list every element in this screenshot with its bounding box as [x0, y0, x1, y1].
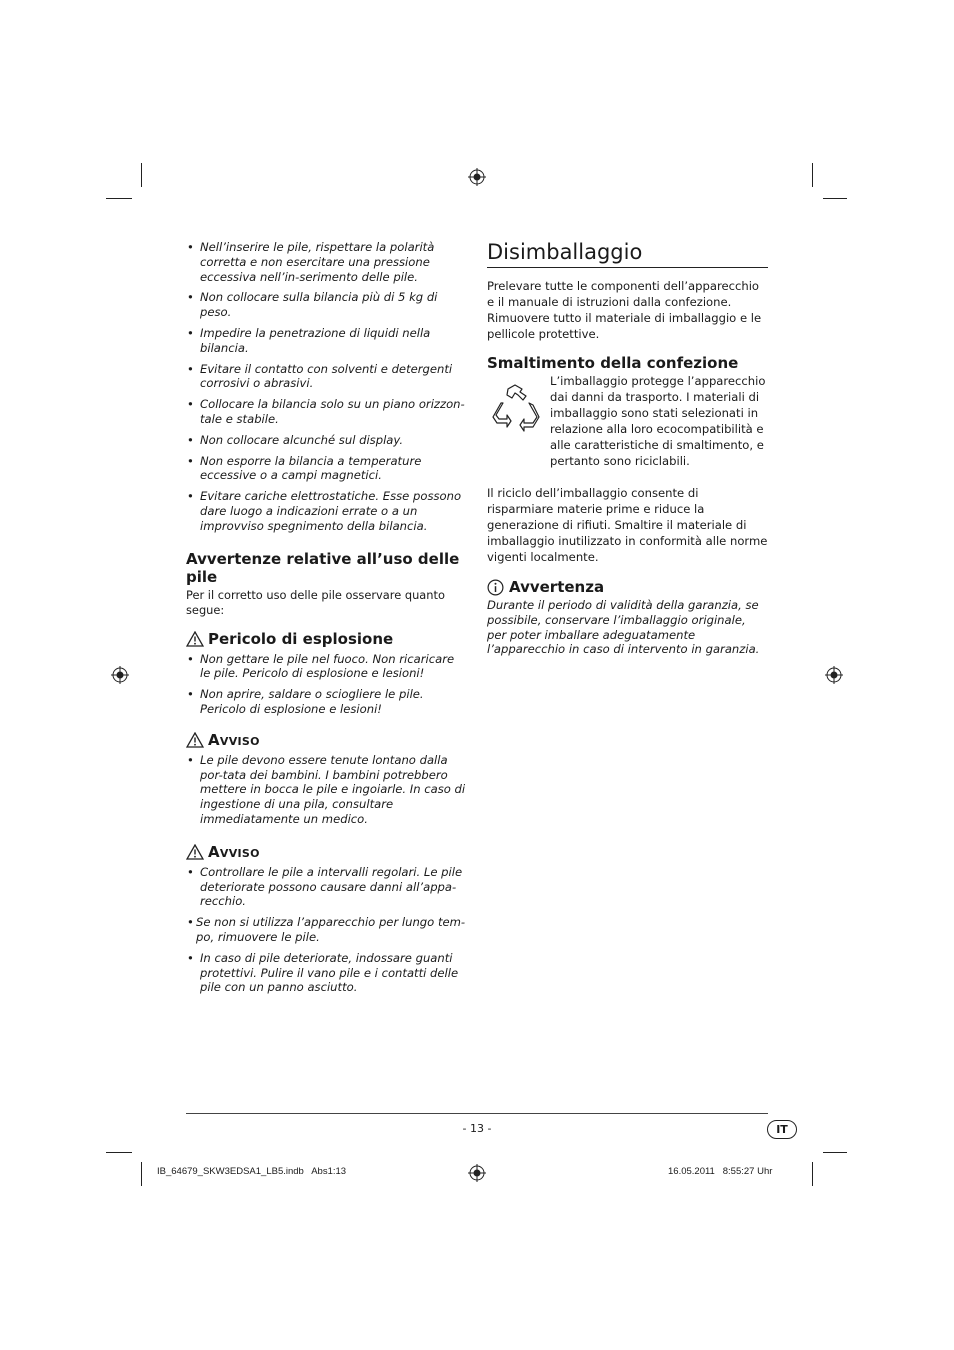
- list-item: • Non collocare sulla bilancia più di 5 kg di peso.: [186, 290, 468, 320]
- list-item: • Non collocare alcunché sul display.: [186, 433, 468, 448]
- crop-mark: [812, 163, 813, 187]
- left-column: [186, 240, 468, 1001]
- list-item: • Se non si utilizza l’apparecchio per lungo tem-po, rimuovere le pile.: [186, 915, 468, 945]
- crop-mark: [823, 1152, 847, 1153]
- list-item: • Non gettare le pile nel fuoco. Non ricaricare le pile. Pericolo di esplosione e lesioni!: [186, 652, 468, 682]
- crop-mark: [141, 163, 142, 187]
- unpacking-intro: Prelevare tutte le componenti dell’apparecchio e il manuale di istruzioni dalla confezione. Rimuovere tutto il materiale di imballaggio e le pellicole protettive.: [487, 279, 762, 341]
- battery-intro: Per il corretto uso delle pile osservare quanto segue:: [186, 587, 445, 617]
- registration-mark-icon: [825, 666, 843, 684]
- list-item: • Evitare il contatto con solventi e detergenti corrosivi o abrasivi.: [186, 362, 468, 392]
- explosion-list: [186, 652, 468, 717]
- page-number: - 13 -: [462, 1122, 492, 1135]
- registration-mark-icon: [468, 1164, 486, 1182]
- right-column: [487, 238, 768, 657]
- note-text: Durante il periodo di validità della garanzia, se possibile, conservare l’imballaggio originale, per poter imballare adeguatamente l’apparecchio in caso di intervento in garanzia.: [487, 598, 760, 657]
- note-heading: [487, 578, 768, 596]
- warning-triangle-icon: [186, 631, 204, 647]
- file-info: IB_64679_SKW3EDSA1_LB5.indb Abs1:13: [157, 1166, 347, 1177]
- recycling-text: Il riciclo dell’imballaggio consente di risparmiare materie prime e riduce la generazione di rifiuti. Smaltire il materiale di imballaggio inutilizzato in conformità alle norme vigenti localmente.: [487, 486, 768, 564]
- explosion-heading: [186, 630, 468, 648]
- note-heading-label: Avvertenza: [509, 578, 605, 596]
- list-item: • In caso di pile deteriorate, indossare guanti protettivi. Pulire il vano pile e i contatti delle pile con un panno asciutto.: [186, 951, 468, 995]
- explosion-heading-label: Pericolo di esplosione: [208, 629, 394, 648]
- language-badge-label: IT: [776, 1123, 788, 1136]
- safety-bullet-list: [186, 240, 468, 534]
- list-item: • Nell’inserire le pile, rispettare la polarità corretta e non esercitare una pressione eccessiva nell’in-serimento delle pile.: [186, 240, 468, 284]
- disposal-heading: Smaltimento della confezione: [487, 354, 739, 372]
- list-item: • Le pile devono essere tenute lontano dalla por-tata dei bambini. I bambini potrebbero mettere in bocca le pile e ingoiarle. In caso di ingestione di una pila, consultare immediatamente un medico.: [186, 753, 468, 827]
- list-item: • Evitare cariche elettrostatiche. Esse possono dare luogo a indicazioni errate o a un improvviso spegnimento della bilancia.: [186, 489, 468, 533]
- info-icon: [487, 579, 504, 596]
- avviso-heading: [186, 843, 468, 861]
- list-item: • Controllare le pile a intervalli regolari. Le pile deteriorate possono causare danni all’appa-recchio.: [186, 865, 468, 909]
- footer-divider: [186, 1113, 768, 1114]
- crop-mark: [823, 198, 847, 199]
- disposal-block: [487, 373, 768, 469]
- avviso-list: [186, 753, 468, 827]
- avviso-heading: [186, 731, 468, 749]
- registration-mark-icon: [468, 168, 486, 186]
- page-title: Disimballaggio: [487, 238, 768, 268]
- warning-triangle-icon: [186, 732, 204, 748]
- list-item: • Non aprire, saldare o sciogliere le pile. Pericolo di esplosione e lesioni!: [186, 687, 468, 717]
- disposal-text: L’imballaggio protegge l’apparecchio dai danni da trasporto. I materiali di imballaggio sono stati selezionati in relazione alla loro ecocompatibilità e alle caratteristiche di smaltimento, e pertanto sono riciclabili.: [550, 374, 766, 468]
- list-item: • Collocare la bilancia solo su un piano orizzon-tale e stabile.: [186, 397, 468, 427]
- crop-mark: [106, 1152, 132, 1153]
- battery-heading: Avvertenze relative all’uso delle pile: [186, 549, 460, 586]
- timestamp: 16.05.2011 8:55:27 Uhr: [668, 1166, 773, 1177]
- crop-mark: [106, 198, 132, 199]
- language-badge: [767, 1120, 797, 1139]
- avviso-heading-label: Avviso: [208, 842, 260, 861]
- avviso-heading-label: Avviso: [208, 730, 260, 749]
- list-item: • Impedire la penetrazione di liquidi nella bilancia.: [186, 326, 468, 356]
- list-item: • Non esporre la bilancia a temperature eccessive o a campi magnetici.: [186, 454, 468, 484]
- avviso-list: [186, 865, 468, 995]
- warning-triangle-icon: [186, 844, 204, 860]
- crop-mark: [812, 1162, 813, 1186]
- recycling-icon: [487, 383, 543, 435]
- crop-mark: [141, 1162, 142, 1186]
- registration-mark-icon: [111, 666, 129, 684]
